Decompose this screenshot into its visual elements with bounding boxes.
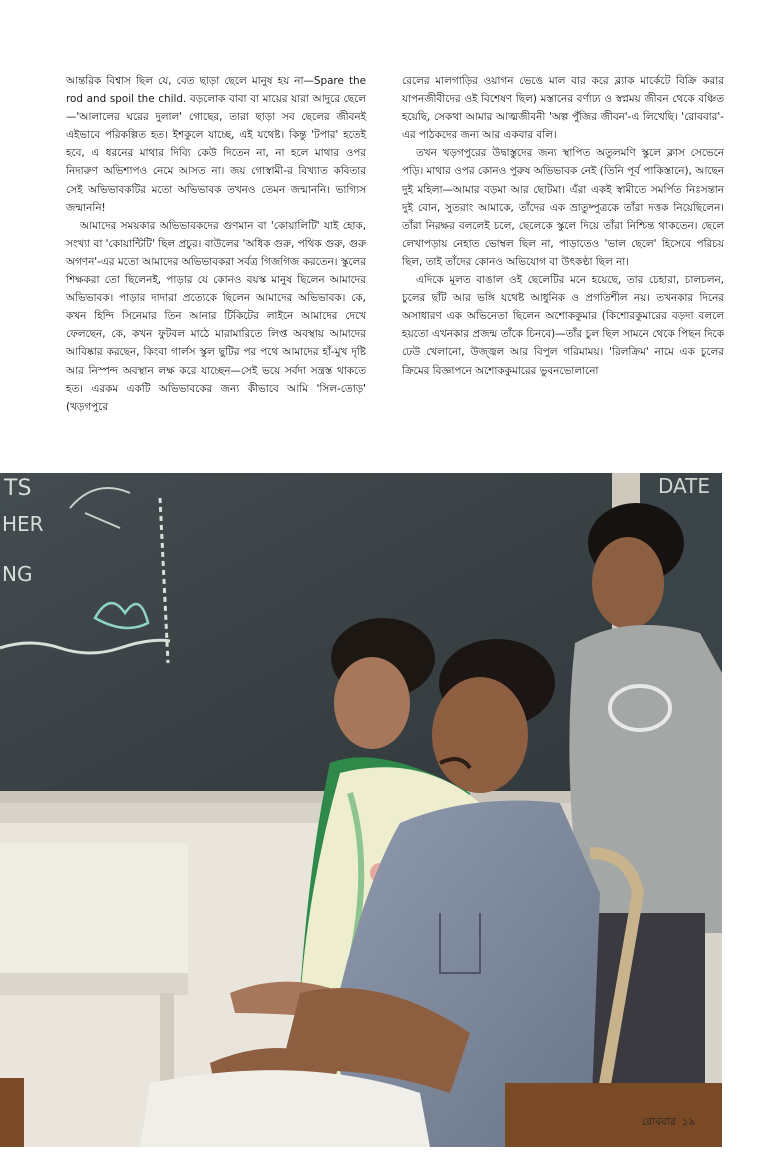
board-text: NG: [2, 562, 33, 586]
article-paragraph: এদিকে মূলত বাঙাল ওই ছেলেটির মনে হয়েছে, তার চেহারা, চালচলন, চুলের ছাঁট আর ভঙ্গি যথেষ্ট আধুনিক ও প্রগতিশীল নয়। তখনকার দিনের অসাধারণ এক অভিনেতা ছিলেন অশোককুমার (কিশোরকুমারের বড়দা বললে হয়তো এখনকার প্রজন্ম তাঁকে চিনবে)—তাঁর চুল ছিল সামনে থেকে পিছন দিকে ঢেউ খেলানো, উজ্জ্বল আর বিপুল গরিমাময়। 'রিলক্রিম' নামে এক চুলের ক্রিমের বিজ্ঞাপনে অশোককুমারের ভুবনভোলানো: [402, 274, 724, 377]
man-face: [432, 677, 528, 793]
boy-face: [592, 537, 664, 629]
article-paragraph: রেলের মালগাড়ির ওয়াগন ভেঙে মাল বার করে ব্ল্যাক মার্কেটে বিক্রি করার যাপনজীবীদের ওই বিশেষণ ছিল) মস্তানের বর্ণাঢ্য ও স্বপ্নময় জীবন থেকে বঞ্চিত হয়েছি, সেকথা আমার আত্মজীবনী 'অল্প পুঁজির জীবন'-এ লিখেছি। 'রোববার'-এর পাঠকদের জন্য আর একবার বলি।: [402, 75, 724, 142]
board-text: DATE: [658, 474, 711, 498]
classroom-photo: [0, 473, 722, 1147]
desk: [0, 843, 188, 983]
board-text: HER: [2, 512, 44, 536]
page-folio: [636, 1115, 695, 1132]
article-paragraph: তখন খড়গপুরের উদ্বাস্তুদের জন্য স্থাপিত অতুলমণি স্কুলে ক্লাস সেভেনে পড়ি। মাথার ওপর কোনও পুরুষ অভিভাবক নেই (তিনি পূর্ব পাকিস্তানে), আছেন দুই মহিলা—আমার বড়মা আর ছোটমা। এঁরা একই স্বামীতে সমর্পিত নিঃসন্তান দুই বোন, সুতরাং আমাকে, তাঁদের এক ভ্রাতুষ্পুত্রকে তাঁরা দত্তক নিয়েছিলেন। তাঁরা নিরক্ষর বললেই চলে, ছেলেকে স্কুলে দিয়ে তাঁরা নিশ্চিন্ত থাকতেন। ছেলে লেখাপড়ায় নেহাত ভোম্বল ছিল না, পাড়াতেও 'ভাল ছেলে' হিসেবে পরিচয় ছিল, তাই তাঁদের কোনও অভিযোগ বা উৎকণ্ঠা ছিল না।: [402, 147, 724, 268]
article-paragraph: আন্তরিক বিশ্বাস ছিল যে, বেত ছাড়া ছেলে মানুষ হয় না—Spare the rod and spoil the child. বড়লোক বাবা বা মায়ের যারা আদুরে ছেলে—'আলালের ঘরের দুলাল' গোছের, তারা ছাড়া সব ছেলের জীবনই এইভাবে পরিকল্পিত হত। ইশকুলে যাচ্ছে, এই যথেষ্ট। কিন্তু 'টপার' হতেই হবে, এ ধরনের মাথার দিব্যি কেউ দিতেন না, না হলে মাথার ওপর নিদারুণ অভিশাপও নেমে আসত না। জয় গোস্বামী-র বিখ্যাত কবিতার সেই অভিভাবকটির মতো অভিভাবক তখনও তেমন জন্মাননি। ভাগ্যিস জন্মাননি!: [66, 75, 366, 214]
board-text: TS: [4, 476, 32, 501]
page-number: ১৯: [681, 1116, 696, 1128]
magazine-name: রোববার: [642, 1116, 676, 1128]
article-column-left: [66, 72, 366, 416]
article-column-right: [402, 72, 724, 380]
article-paragraph: আমাদের সময়কার অভিভাবকদের গুণমান বা 'কোয়ালিটি' যাই হোক, সংখ্যা বা 'কোয়ান্টিটি' ছিল প্রচুর। বাউলের 'অধিক গুরু, পথিক গুরু, গুরু অগণন'-এর মতো আমাদের অভিভাবকরা সর্বত্র গিজগিজ করতেন। স্কুলের শিক্ষকরা তো ছিলেনই, পাড়ার যে কোনও বয়স্ক মানুষ ছিলেন আমাদের অভিভাবক। পাড়ার দাদারা প্রত্যেকে ছিলেন আমাদের অভিভাবক। কে, কখন হিন্দি সিনেমার তিন আনার টিকিটের লাইনে আমাদের দেখে ফেলছেন, কে, কখন ফুটবল মাঠে মারামারিতে লিপ্ত অবস্থায় আমাদের আবিষ্কার করছেন, কিংবা গার্লস স্কুল ছুটির পর পথে আমাদের হাঁ-মুখ দৃষ্টি আর নিস্পন্দ অবস্থান লক্ষ করে যাচ্ছেন—সেই ভয়ে সর্বদা সন্ত্রস্ত থাকতে হত। এরকম একটি অভিভাবকের জন্য কীভাবে আমি 'সিল-তোড়' (খড়গপুরে: [66, 219, 366, 413]
woman-face: [334, 657, 410, 749]
